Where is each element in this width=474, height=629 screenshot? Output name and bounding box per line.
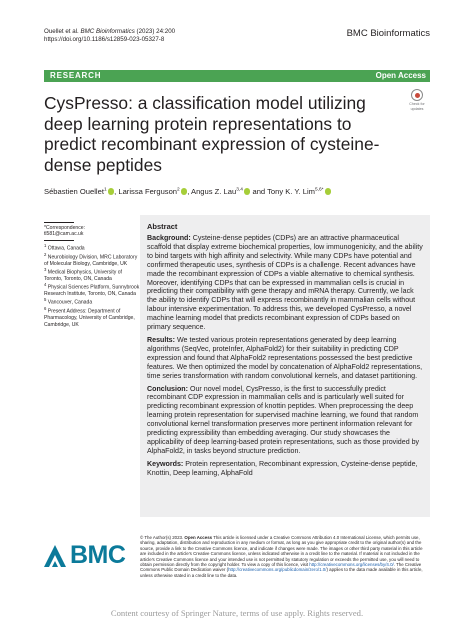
orcid-icon[interactable]: [181, 188, 188, 195]
orcid-icon[interactable]: [108, 188, 115, 195]
license-statement: © The Author(s) 2023. Open Access This article is licensed under a Creative Commons Attribution 4.0 International License, which permits use, sharing, adaptation, distribution and reproduction in any medium or format, as long as you give appropriate credit to the original author(s) and the source, provide a link to the Creative Commons licence, and indicate if changes were made. The images or other third party material in this article are included in the article's Creative Commons licence, unless indicated otherwise in a credit line to the material. If material is not included in the article's Creative Commons licence and your intended use is not permitted by statutory regulation or exceeds the permitted use, you will need to obtain permission directly from the copyright holder. To view a copy of this licence, visit http://creativecommons.org/licenses/by/4.0/. The Creative Commons Public Domain Dedication waiver (http://creativecommons.org/publicdomain/zero/1.0/) applies to the data made available in this article, unless otherwise stated in a credit line to the data.: [140, 535, 423, 578]
article-type-label: RESEARCH: [50, 71, 102, 80]
check-updates-icon: [411, 89, 423, 101]
abstract-keywords: Keywords: Protein representation, Recombinant expression, Cysteine-dense peptide, Knottin, Deep learning, AlphaFold: [147, 459, 418, 477]
header-volume: (2023) 24:200: [136, 28, 176, 35]
author-name: Angus Z. Lau: [191, 187, 237, 196]
author-name: Larissa Ferguson: [118, 187, 178, 196]
author-affiliation-ref: 5,6*: [314, 187, 324, 193]
journal-name: BMC Bioinformatics: [346, 28, 430, 39]
author-list: Sébastien Ouellet$^1$ , Larissa Ferguson$^2$ , Angus Z. Lau$^{3,4}$ and Tony K. Y. Lim$^{5,6*}$: [44, 187, 434, 196]
check-for-updates-badge[interactable]: [404, 89, 430, 111]
article-title: CysPresso: a classification model utilizing deep learning protein representations to predict recombinant expression of cysteine-dense peptides: [44, 93, 380, 175]
correspondence-email[interactable]: tl581@cam.ac.uk: [44, 231, 84, 238]
header-journal: BMC Bioinformatics: [80, 28, 135, 35]
article-type-bar: [44, 70, 430, 82]
author-affiliation-ref: 3,4: [236, 187, 243, 193]
license-link[interactable]: http://creativecommons.org/licenses/by/4.0/: [309, 562, 394, 568]
author-affiliation-ref: 2: [177, 187, 180, 193]
abstract-conclusion: Conclusion: Our novel model, CysPresso, is the first to successfully predict recombinant CDP expression in mammalian cells and is particularly well suited for predicting recombinant expression of knottin peptides. When preprocessing the deep learning protein representation for supervised machine learning, we found that random convolutional kernel transformation preserves more pertinent information relevant for predicting expressibility than embedding averaging. Our study showcases the applicability of deep learning-based protein representations, such as those provided by AlphaFold2, in tasks beyond structure prediction.: [147, 384, 420, 455]
author-affiliation-ref: 1: [103, 187, 107, 193]
affiliation-item: $^3$ Medical Biophysics, University of Toronto, Toronto, ON, Canada: [44, 266, 122, 282]
running-header: [44, 28, 175, 44]
public-domain-link[interactable]: http://creativecommons.org/publicdomain/zero/1.0/: [228, 567, 327, 573]
page-footer: Content courtesy of Springer Nature, terms of use apply. Rights reserved.: [110, 608, 364, 618]
affiliation-item: $^4$ Physical Sciences Platform, Sunnybrook Research Institute, Toronto, ON, Canada: [44, 282, 140, 298]
citation-line: [44, 28, 175, 36]
affiliations-sidebar: [44, 222, 140, 328]
divider: [44, 240, 74, 241]
affiliation-item: $^1$ Ottawa, Canada: [44, 242, 85, 252]
check-updates-line1: Check for: [409, 102, 425, 106]
bmc-logo-icon: [44, 545, 66, 567]
author-name: and Tony K. Y. Lim: [252, 187, 315, 196]
bmc-logo: [44, 541, 125, 570]
divider: [44, 222, 74, 223]
header-authors: Ouellet et al.: [44, 28, 79, 35]
affiliation-item: $^6$ Present Address: Department of Pharmacology, University of Cambridge, Cambridge, UK: [44, 306, 135, 328]
abstract-heading: Abstract: [147, 222, 178, 231]
abstract-background: Background: Cysteine-dense peptides (CDPs) are an attractive pharmaceutical scaffold that display extreme biochemical properties, low immunogenicity, and the ability to bind targets with high affinity and selectivity. While many CDPs have potential and confirmed therapeutic uses, synthesis of CDPs is a challenge. Recent advances have made the recombinant expression of CDPs a viable alternative to chemical synthesis. Moreover, identifying CDPs that can be expressed in mammalian cells is crucial in predicting their compatibility with gene therapy and mRNA therapy. Currently, we lack the ability to identify CDPs that will express recombinantly in mammalian cells without labour intensive experimentation. To address this, we developed CysPresso, a novel machine learning model that predicts recombinant expression of CDPs based on primary sequence.: [147, 234, 423, 332]
doi-link[interactable]: https://doi.org/10.1186/s12859-023-05327-8: [44, 36, 165, 43]
orcid-icon[interactable]: [325, 188, 332, 195]
abstract-box: [140, 215, 430, 517]
abstract-results: Results: We tested various protein representations generated by deep learning algorithms (SeqVec, proteInfer, AlphaFold2) for their suitability in predicting CDP expression and found that AlphaFold2 representations possessed the best predictive features. We then optimized the model by concatenation of AlphaFold2 representations, time series transformation with random convolutional kernels, and dataset partitioning.: [147, 335, 423, 380]
bmc-logo-text: BMC: [70, 541, 126, 569]
correspondence-label: *Correspondence:: [44, 225, 86, 231]
orcid-icon[interactable]: [244, 188, 251, 195]
open-access-label: Open Access: [375, 71, 426, 80]
affiliation-item: $^5$ Vancouver, Canada: [44, 297, 93, 307]
check-updates-line2: updates: [410, 107, 424, 111]
affiliation-item: $^2$ Neurobiology Division, MRC Laboratory of Molecular Biology, Cambridge, UK: [44, 251, 138, 267]
author-name: Sébastien Ouellet: [44, 187, 104, 196]
